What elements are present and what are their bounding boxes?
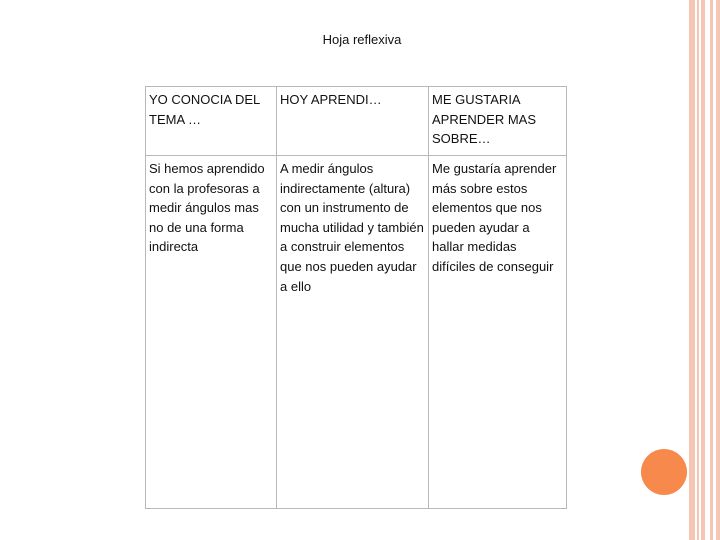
header-cell-want-to-learn: ME GUSTARIA APRENDER MAS SOBRE… [429, 87, 567, 156]
table-header-row [146, 87, 567, 156]
cell-want-to-learn: Me gustaría aprender más sobre estos elementos que nos pueden ayudar a hallar medidas difíciles de conseguir [429, 156, 567, 509]
page-title: Hoja reflexiva [322, 32, 402, 47]
decorative-stripe [716, 0, 720, 540]
decorative-stripe [701, 0, 705, 540]
cell-known: Si hemos aprendido con la profesoras a medir ángulos mas no de una forma indirecta [146, 156, 277, 509]
reflection-table [145, 86, 567, 509]
decorative-stripe [689, 0, 695, 540]
header-cell-learned: HOY APRENDI… [277, 87, 429, 156]
cell-learned: A medir ángulos indirectamente (altura) con un instrumento de mucha utilidad y también a construir elementos que nos pueden ayudar a ello [277, 156, 429, 509]
decorative-circle [641, 449, 687, 495]
header-cell-known: YO CONOCIA DEL TEMA … [146, 87, 277, 156]
table-row [146, 156, 567, 509]
decorative-stripe [697, 0, 699, 540]
decorative-stripe [710, 0, 713, 540]
